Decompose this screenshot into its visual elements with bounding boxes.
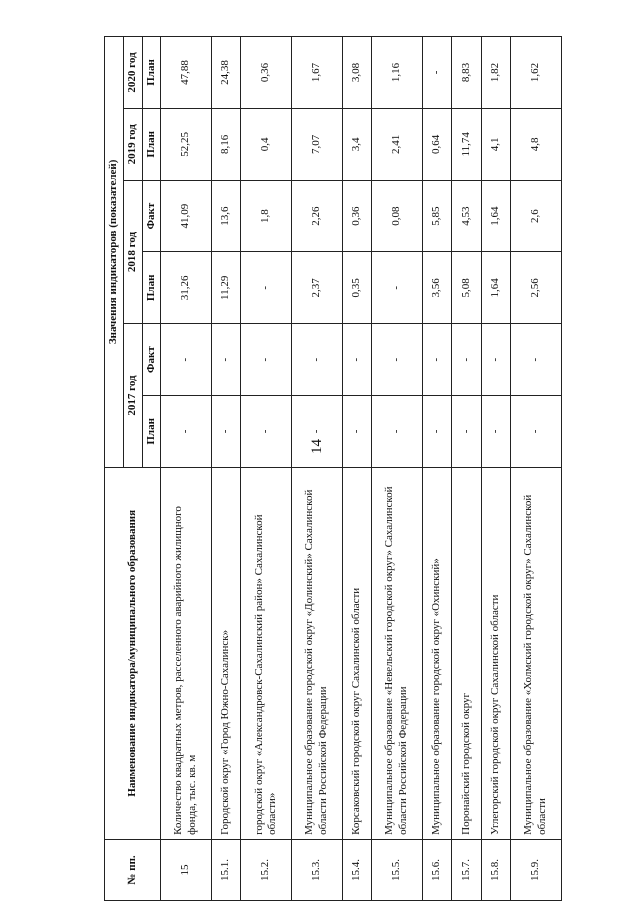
value-cell: 1,64 — [481, 180, 510, 252]
value-cell: 3,08 — [343, 37, 372, 109]
value-cell: - — [423, 395, 452, 467]
row-number: 15.4. — [343, 839, 372, 900]
row-number: 15.3. — [292, 839, 343, 900]
row-name: Углегорский городской округ Сахалинской области — [481, 467, 510, 839]
value-cell: 13,6 — [212, 180, 241, 252]
value-cell: 7,07 — [292, 108, 343, 180]
row-name: Муниципальное образование «Невельский городской округ» Сахалинской области Российской Федерации — [372, 467, 423, 839]
value-cell: - — [241, 324, 292, 396]
table-row — [241, 37, 292, 901]
value-cell: 1,82 — [481, 37, 510, 109]
value-cell: - — [372, 395, 423, 467]
value-cell: 2,41 — [372, 108, 423, 180]
value-cell: 24,38 — [212, 37, 241, 109]
value-cell: 3,4 — [343, 108, 372, 180]
value-cell: 1,62 — [511, 37, 562, 109]
header-fact: Факт — [142, 324, 161, 396]
table-row — [212, 37, 241, 901]
header-plan: План — [142, 37, 161, 109]
header-year-2018: 2018 год — [123, 180, 142, 324]
table-row — [292, 37, 343, 901]
header-year-2017: 2017 год — [123, 324, 142, 468]
table-row — [511, 37, 562, 901]
value-cell: - — [292, 395, 343, 467]
value-cell: 3,56 — [423, 252, 452, 324]
value-cell: 0,4 — [241, 108, 292, 180]
value-cell: - — [343, 395, 372, 467]
value-cell: 0,35 — [343, 252, 372, 324]
row-number: 15.5. — [372, 839, 423, 900]
row-name: Поронайский городской округ — [452, 467, 481, 839]
value-cell: 4,1 — [481, 108, 510, 180]
row-name: городской округ «Александровск-Сахалинский район» Сахалинской области» — [241, 467, 292, 839]
table-row — [343, 37, 372, 901]
value-cell: - — [212, 324, 241, 396]
row-number: 15.2. — [241, 839, 292, 900]
row-number: 15.6. — [423, 839, 452, 900]
value-cell: 52,25 — [161, 108, 212, 180]
table-row — [481, 37, 510, 901]
row-number: 15 — [161, 839, 212, 900]
value-cell: 11,74 — [452, 108, 481, 180]
indicator-table — [104, 36, 562, 901]
row-name: Количество квадратных метров, расселенного аварийного жилищного фонда, тыс. кв. м — [161, 467, 212, 839]
value-cell: 5,85 — [423, 180, 452, 252]
row-number: 15.9. — [511, 839, 562, 900]
value-cell: 4,53 — [452, 180, 481, 252]
value-cell: - — [423, 37, 452, 109]
row-name: Корсаковский городской округ Сахалинской области — [343, 467, 372, 839]
value-cell: - — [161, 324, 212, 396]
row-number: 15.8. — [481, 839, 510, 900]
table-row — [161, 37, 212, 901]
value-cell: 1,67 — [292, 37, 343, 109]
value-cell: - — [372, 324, 423, 396]
header-year-2020: 2020 год — [123, 37, 142, 109]
table-row — [372, 37, 423, 901]
header-row-1 — [105, 37, 124, 901]
value-cell: 2,26 — [292, 180, 343, 252]
row-number: 15.1. — [212, 839, 241, 900]
header-fact: Факт — [142, 180, 161, 252]
header-plan: План — [142, 395, 161, 467]
value-cell: - — [372, 252, 423, 324]
value-cell: 1,16 — [372, 37, 423, 109]
value-cell: 4,8 — [511, 108, 562, 180]
page-number: 14 — [309, 439, 325, 454]
table-body — [161, 37, 562, 901]
value-cell: - — [161, 395, 212, 467]
header-values-group: Значения индикаторов (показателей) — [105, 37, 124, 468]
value-cell: - — [481, 324, 510, 396]
table-row — [423, 37, 452, 901]
value-cell: - — [511, 395, 562, 467]
value-cell: - — [212, 395, 241, 467]
value-cell: 8,83 — [452, 37, 481, 109]
value-cell: 8,16 — [212, 108, 241, 180]
row-name: Муниципальное образование городской округ «Долинский» Сахалинской области Российской Федерации — [292, 467, 343, 839]
header-year-2019: 2019 год — [123, 108, 142, 180]
value-cell: 1,8 — [241, 180, 292, 252]
value-cell: 11,29 — [212, 252, 241, 324]
value-cell: - — [423, 324, 452, 396]
value-cell: - — [343, 324, 372, 396]
value-cell: 2,37 — [292, 252, 343, 324]
value-cell: 41,09 — [161, 180, 212, 252]
value-cell: - — [241, 252, 292, 324]
header-plan: План — [142, 252, 161, 324]
value-cell: - — [452, 324, 481, 396]
row-name: Муниципальное образование городской округ «Охинский» — [423, 467, 452, 839]
value-cell: 47,88 — [161, 37, 212, 109]
header-number: № пп. — [105, 839, 161, 900]
value-cell: - — [511, 324, 562, 396]
value-cell: - — [241, 395, 292, 467]
value-cell: - — [292, 324, 343, 396]
row-number: 15.7. — [452, 839, 481, 900]
value-cell: 2,6 — [511, 180, 562, 252]
value-cell: 0,64 — [423, 108, 452, 180]
header-name: Наименование индикатора/муниципального образования — [105, 467, 161, 839]
value-cell: - — [452, 395, 481, 467]
value-cell: 2,56 — [511, 252, 562, 324]
value-cell: 1,64 — [481, 252, 510, 324]
indicator-table-wrapper — [104, 36, 562, 901]
row-name: Городской округ «Город Южно-Сахалинск» — [212, 467, 241, 839]
value-cell: 31,26 — [161, 252, 212, 324]
header-plan: План — [142, 108, 161, 180]
value-cell: 5,08 — [452, 252, 481, 324]
value-cell: 0,36 — [241, 37, 292, 109]
table-row — [452, 37, 481, 901]
value-cell: 0,08 — [372, 180, 423, 252]
row-name: Муниципальное образование «Холмский городской округ» Сахалинской области — [511, 467, 562, 839]
value-cell: - — [481, 395, 510, 467]
value-cell: 0,36 — [343, 180, 372, 252]
